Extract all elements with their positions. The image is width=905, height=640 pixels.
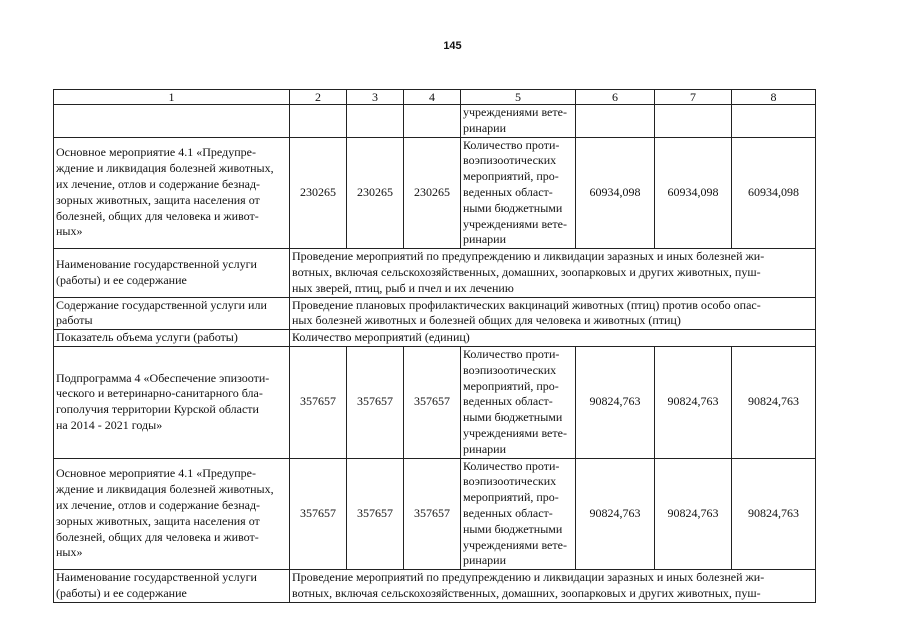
value-cell: 357657 (404, 346, 461, 458)
service-content-value: Проведение плановых профилактических вакцинаций животных (птиц) против особо опас- ных болезней животных и болезней общих для человека и животных (птиц) (290, 297, 816, 330)
table-row (54, 346, 816, 458)
service-name-label: Наименование государственной услуги (работы) и ее содержание (54, 249, 290, 297)
header-col-6: 6 (576, 90, 655, 105)
page-number: 145 (443, 40, 462, 52)
value-cell: 357657 (347, 458, 404, 570)
indicator-cell: Количество проти- воэпизоотических мероприятий, про- веденных област- ными бюджетными учреждениями вете- ринарии (461, 346, 576, 458)
volume-indicator-value: Количество мероприятий (единиц) (290, 330, 816, 347)
value-cell: 357657 (347, 346, 404, 458)
service-name-value: Проведение мероприятий по предупреждению и ликвидации заразных и иных болезней жи- вотных, включая сельскохозяйственных, домашних, зоопарковых и других животных, пуш- ных зверей, птиц, рыб и пчел и их лечению (290, 249, 816, 297)
indicator-cell: Количество проти- воэпизоотических мероприятий, про- веденных област- ными бюджетными учреждениями вете- ринарии (461, 458, 576, 570)
table-row (54, 570, 816, 603)
empty-cell (576, 105, 655, 138)
table-row (54, 105, 816, 138)
service-name-value: Проведение мероприятий по предупреждению и ликвидации заразных и иных болезней жи- вотных, включая сельскохозяйственных, домашних, зоопарковых и других животных, пуш- (290, 570, 816, 603)
value-cell: 90824,763 (655, 346, 732, 458)
indicator-cell: учреждениями вете- ринарии (461, 105, 576, 138)
empty-cell (347, 105, 404, 138)
value-cell: 357657 (404, 458, 461, 570)
value-cell: 357657 (290, 458, 347, 570)
table-row (54, 249, 816, 297)
budget-table (53, 89, 816, 603)
volume-indicator-label: Показатель объема услуги (работы) (54, 330, 290, 347)
empty-cell (54, 105, 290, 138)
value-cell: 60934,098 (732, 137, 816, 249)
value-cell: 60934,098 (655, 137, 732, 249)
value-cell: 90824,763 (732, 346, 816, 458)
indicator-cell: Количество проти- воэпизоотических мероприятий, про- веденных област- ными бюджетными учреждениями вете- ринарии (461, 137, 576, 249)
event-name-cell: Основное мероприятие 4.1 «Предупре- ждение и ликвидация болезней животных, их лечение, отлов и содержание безнад- зорных животных, защита населения от болезней, общих для человека и живот- ных» (54, 137, 290, 249)
table-row (54, 330, 816, 347)
header-col-7: 7 (655, 90, 732, 105)
subprogram-name-cell: Подпрограмма 4 «Обеспечение эпизооти- ческого и ветеринарно-санитарного бла- гополучия территории Курской области на 2014 - 2021 годы» (54, 346, 290, 458)
value-cell: 90824,763 (576, 346, 655, 458)
empty-cell (290, 105, 347, 138)
table-row (54, 297, 816, 330)
service-name-label: Наименование государственной услуги (работы) и ее содержание (54, 570, 290, 603)
value-cell: 90824,763 (732, 458, 816, 570)
value-cell: 90824,763 (576, 458, 655, 570)
value-cell: 60934,098 (576, 137, 655, 249)
table-row (54, 458, 816, 570)
table-row (54, 137, 816, 249)
empty-cell (655, 105, 732, 138)
header-col-3: 3 (347, 90, 404, 105)
header-col-5: 5 (461, 90, 576, 105)
table-header-row (54, 90, 816, 105)
empty-cell (404, 105, 461, 138)
service-content-label: Содержание государственной услуги или работы (54, 297, 290, 330)
empty-cell (732, 105, 816, 138)
header-col-2: 2 (290, 90, 347, 105)
value-cell: 230265 (290, 137, 347, 249)
event-name-cell: Основное мероприятие 4.1 «Предупре- ждение и ликвидация болезней животных, их лечение, отлов и содержание безнад- зорных животных, защита населения от болезней, общих для человека и живот- ных» (54, 458, 290, 570)
value-cell: 357657 (290, 346, 347, 458)
header-col-8: 8 (732, 90, 816, 105)
value-cell: 90824,763 (655, 458, 732, 570)
value-cell: 230265 (347, 137, 404, 249)
header-col-4: 4 (404, 90, 461, 105)
header-col-1: 1 (54, 90, 290, 105)
value-cell: 230265 (404, 137, 461, 249)
